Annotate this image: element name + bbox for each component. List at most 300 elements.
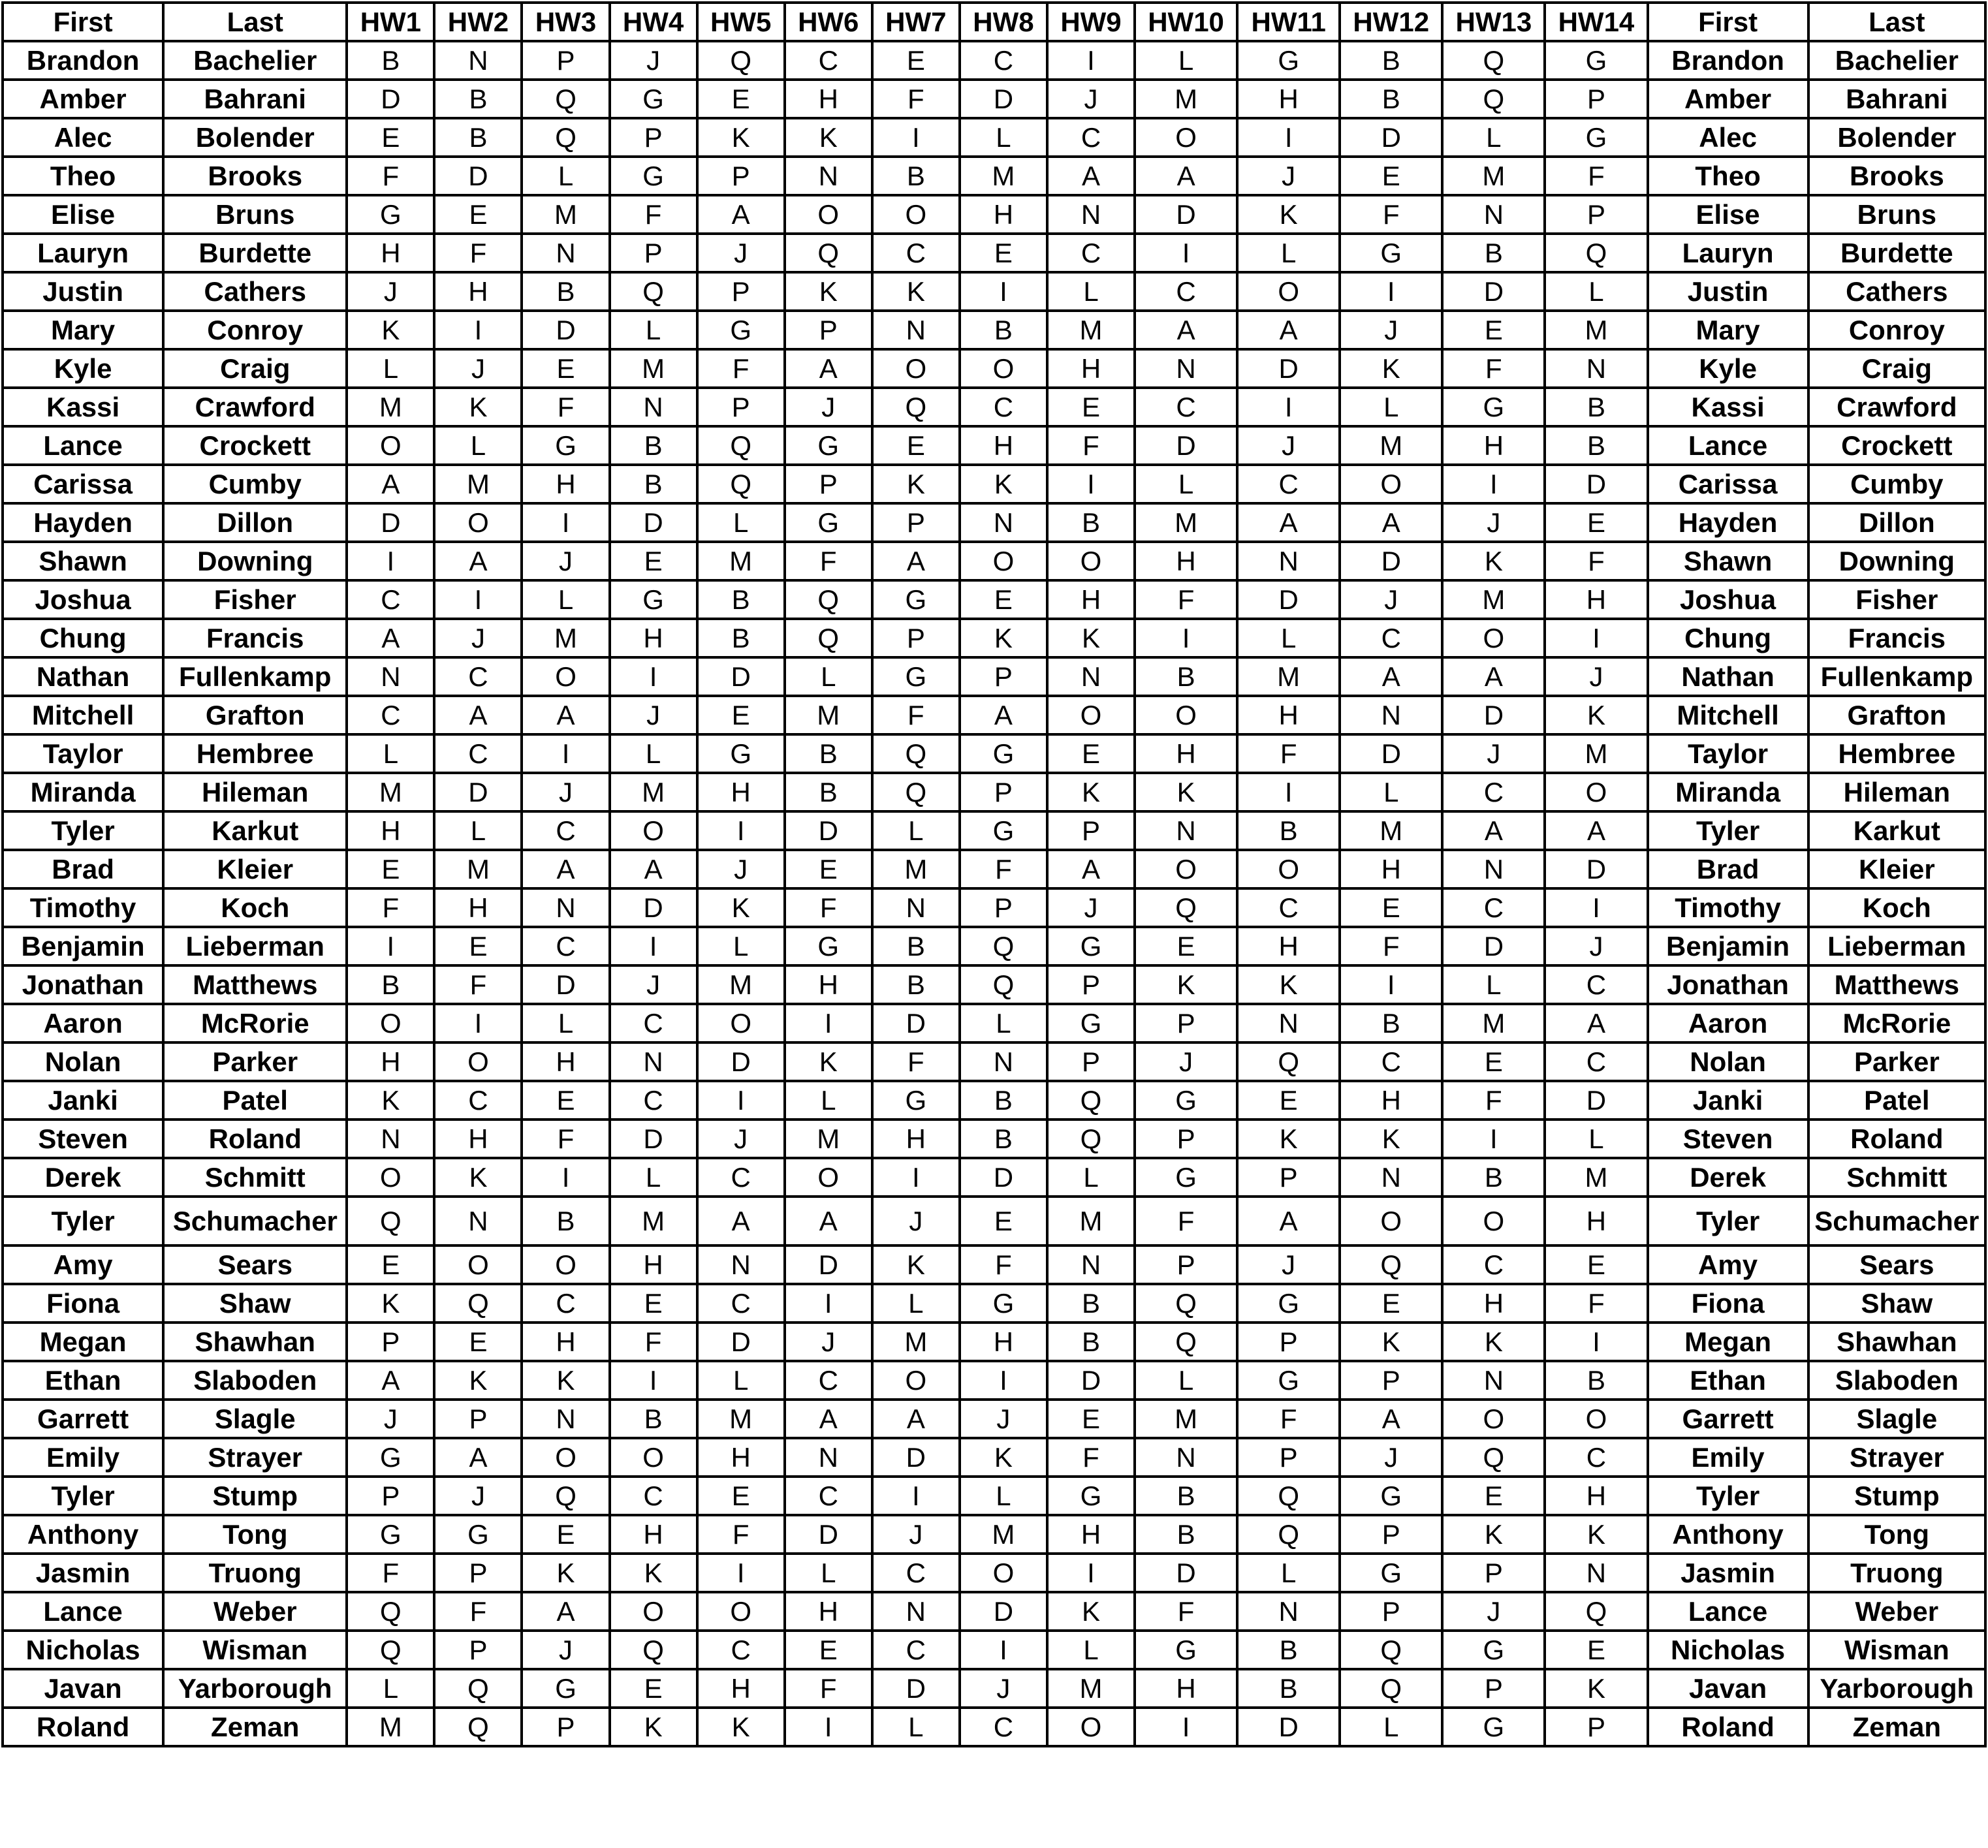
grade-cell: A <box>785 349 872 388</box>
grade-cell: F <box>1237 734 1340 773</box>
column-header: First <box>3 3 163 41</box>
last-name-cell: Parker <box>1808 1042 1985 1081</box>
first-name-cell: Nicholas <box>1648 1631 1808 1669</box>
grade-cell: E <box>697 80 785 118</box>
grade-cell: J <box>522 773 609 811</box>
last-name-cell: Hileman <box>1808 773 1985 811</box>
grade-cell: O <box>522 1438 609 1477</box>
last-name-cell: Parker <box>163 1042 347 1081</box>
grade-cell: G <box>872 1081 960 1120</box>
column-header: HW13 <box>1442 3 1545 41</box>
grade-cell: C <box>785 1477 872 1515</box>
grade-cell: I <box>347 927 434 965</box>
grade-cell: A <box>434 542 522 580</box>
grade-cell: P <box>697 388 785 426</box>
grade-cell: L <box>1135 41 1237 80</box>
grade-cell: L <box>610 1158 697 1197</box>
grade-cell: F <box>1047 426 1135 465</box>
table-row <box>3 1042 1985 1081</box>
grade-cell: D <box>785 1515 872 1554</box>
grade-cell: I <box>610 657 697 696</box>
grade-cell: B <box>785 734 872 773</box>
table-row <box>3 1245 1985 1284</box>
grade-cell: G <box>872 657 960 696</box>
first-name-cell: Brandon <box>1648 41 1808 80</box>
last-name-cell: Slaboden <box>163 1361 347 1400</box>
last-name-cell: Stump <box>163 1477 347 1515</box>
grade-cell: H <box>1237 696 1340 734</box>
last-name-cell: Koch <box>163 888 347 927</box>
grade-cell: A <box>347 619 434 657</box>
grade-cell: A <box>1237 311 1340 349</box>
grade-cell: L <box>522 1004 609 1042</box>
grade-cell: P <box>1135 1004 1237 1042</box>
grade-cell: C <box>1442 888 1545 927</box>
grade-cell: J <box>872 1515 960 1554</box>
last-name-cell: Sears <box>1808 1245 1985 1284</box>
grade-cell: O <box>960 349 1047 388</box>
grade-cell: H <box>697 773 785 811</box>
grade-cell: L <box>434 811 522 850</box>
grade-cell: K <box>522 1361 609 1400</box>
last-name-cell: Craig <box>163 349 347 388</box>
first-name-cell: Lauryn <box>1648 234 1808 272</box>
grade-cell: G <box>1135 1631 1237 1669</box>
grade-cell: J <box>1442 503 1545 542</box>
first-name-cell: Lauryn <box>3 234 163 272</box>
grade-cell: P <box>1442 1669 1545 1708</box>
grade-cell: Q <box>610 272 697 311</box>
first-name-cell: Chung <box>1648 619 1808 657</box>
first-name-cell: Jasmin <box>1648 1554 1808 1592</box>
grade-cell: O <box>960 542 1047 580</box>
grade-cell: O <box>610 1438 697 1477</box>
grade-cell: M <box>434 465 522 503</box>
grade-cell: G <box>1047 1004 1135 1042</box>
grade-cell: L <box>522 157 609 195</box>
grade-cell: F <box>697 1515 785 1554</box>
grade-cell: G <box>1442 1708 1545 1746</box>
grade-cell: D <box>1442 272 1545 311</box>
grade-cell: B <box>347 41 434 80</box>
grade-cell: F <box>872 696 960 734</box>
grade-cell: L <box>434 426 522 465</box>
last-name-cell: Grafton <box>163 696 347 734</box>
grade-cell: C <box>960 41 1047 80</box>
grade-cell: A <box>1545 1004 1647 1042</box>
grade-cell: B <box>697 580 785 619</box>
grade-cell: F <box>697 349 785 388</box>
grade-cell: O <box>1340 465 1442 503</box>
grade-cell: E <box>1340 157 1442 195</box>
grade-cell: G <box>785 927 872 965</box>
last-name-cell: Hileman <box>163 773 347 811</box>
table-row <box>3 965 1985 1004</box>
grade-cell: B <box>1237 811 1340 850</box>
grade-cell: Q <box>1237 1477 1340 1515</box>
grade-cell: G <box>1237 1284 1340 1323</box>
grade-cell: C <box>1545 965 1647 1004</box>
grade-cell: D <box>872 1004 960 1042</box>
first-name-cell: Steven <box>3 1120 163 1158</box>
first-name-cell: Elise <box>3 195 163 234</box>
last-name-cell: Schumacher <box>163 1197 347 1245</box>
grade-cell: C <box>1237 465 1340 503</box>
grade-cell: I <box>960 1361 1047 1400</box>
first-name-cell: Garrett <box>3 1400 163 1438</box>
column-header: HW9 <box>1047 3 1135 41</box>
grade-cell: A <box>697 195 785 234</box>
grade-cell: I <box>1340 965 1442 1004</box>
grade-cell: H <box>347 234 434 272</box>
grade-cell: J <box>610 41 697 80</box>
grade-cell: M <box>1047 311 1135 349</box>
grade-cell: L <box>785 657 872 696</box>
grade-cell: K <box>434 1361 522 1400</box>
grade-cell: O <box>1135 696 1237 734</box>
grade-cell: N <box>434 41 522 80</box>
grade-cell: M <box>1442 1004 1545 1042</box>
grade-cell: E <box>1545 503 1647 542</box>
column-header: HW2 <box>434 3 522 41</box>
column-header: HW6 <box>785 3 872 41</box>
grade-cell: G <box>785 426 872 465</box>
grade-cell: L <box>785 1554 872 1592</box>
grade-cell: P <box>960 773 1047 811</box>
grade-cell: E <box>960 1197 1047 1245</box>
grade-cell: B <box>610 465 697 503</box>
grade-cell: G <box>960 811 1047 850</box>
grade-cell: B <box>1545 426 1647 465</box>
first-name-cell: Emily <box>3 1438 163 1477</box>
grade-cell: E <box>1545 1631 1647 1669</box>
grade-cell: I <box>1047 41 1135 80</box>
grade-cell: M <box>960 157 1047 195</box>
last-name-cell: Cumby <box>163 465 347 503</box>
grade-cell: O <box>1340 1197 1442 1245</box>
first-name-cell: Anthony <box>1648 1515 1808 1554</box>
grade-cell: C <box>434 1081 522 1120</box>
grade-cell: E <box>1135 927 1237 965</box>
grade-cell: I <box>522 503 609 542</box>
grade-cell: A <box>1135 311 1237 349</box>
grade-cell: L <box>347 1669 434 1708</box>
grade-cell: A <box>1237 1197 1340 1245</box>
grade-cell: K <box>1340 1120 1442 1158</box>
first-name-cell: Joshua <box>1648 580 1808 619</box>
first-name-cell: Garrett <box>1648 1400 1808 1438</box>
grade-cell: P <box>522 41 609 80</box>
grade-cell: C <box>610 1477 697 1515</box>
grade-cell: E <box>1442 1042 1545 1081</box>
grade-cell: K <box>697 1708 785 1746</box>
last-name-cell: Lieberman <box>1808 927 1985 965</box>
table-row <box>3 657 1985 696</box>
last-name-cell: Francis <box>163 619 347 657</box>
table-row <box>3 41 1985 80</box>
grade-cell: N <box>347 1120 434 1158</box>
grade-cell: A <box>785 1400 872 1438</box>
grade-cell: G <box>1135 1081 1237 1120</box>
table-row <box>3 1708 1985 1746</box>
grade-cell: B <box>960 1120 1047 1158</box>
first-name-cell: Aaron <box>1648 1004 1808 1042</box>
grade-cell: E <box>347 118 434 157</box>
first-name-cell: Chung <box>3 619 163 657</box>
last-name-cell: McRorie <box>163 1004 347 1042</box>
grade-cell: D <box>872 1669 960 1708</box>
grade-cell: K <box>1135 773 1237 811</box>
grade-cell: Q <box>1442 80 1545 118</box>
last-name-cell: Dillon <box>163 503 347 542</box>
grade-cell: M <box>872 850 960 888</box>
grade-cell: P <box>522 1708 609 1746</box>
first-name-cell: Ethan <box>1648 1361 1808 1400</box>
grade-cell: M <box>1442 157 1545 195</box>
grade-cell: F <box>872 1042 960 1081</box>
grade-cell: G <box>434 1515 522 1554</box>
grade-cell: J <box>785 1323 872 1361</box>
last-name-cell: Tong <box>1808 1515 1985 1554</box>
grade-cell: P <box>610 234 697 272</box>
grade-cell: E <box>1047 1400 1135 1438</box>
last-name-cell: Wisman <box>163 1631 347 1669</box>
grade-cell: D <box>610 888 697 927</box>
first-name-cell: Derek <box>1648 1158 1808 1197</box>
grade-cell: Q <box>434 1284 522 1323</box>
last-name-cell: Brooks <box>1808 157 1985 195</box>
grade-cell: G <box>347 1438 434 1477</box>
grade-cell: J <box>1237 1245 1340 1284</box>
grade-cell: D <box>785 1245 872 1284</box>
grade-cell: K <box>1047 1592 1135 1631</box>
last-name-cell: Crawford <box>163 388 347 426</box>
grade-cell: Q <box>1237 1515 1340 1554</box>
first-name-cell: Aaron <box>3 1004 163 1042</box>
grade-cell: M <box>347 388 434 426</box>
grade-cell: E <box>434 195 522 234</box>
grade-cell: P <box>1047 965 1135 1004</box>
grade-cell: I <box>610 927 697 965</box>
table-row <box>3 734 1985 773</box>
table-row <box>3 503 1985 542</box>
grade-cell: K <box>960 465 1047 503</box>
grade-cell: B <box>960 1081 1047 1120</box>
last-name-cell: Bahrani <box>1808 80 1985 118</box>
last-name-cell: Kleier <box>1808 850 1985 888</box>
grade-cell: M <box>697 1400 785 1438</box>
table-row <box>3 234 1985 272</box>
last-name-cell: Bahrani <box>163 80 347 118</box>
grade-cell: D <box>347 503 434 542</box>
grade-cell: O <box>1237 272 1340 311</box>
grade-cell: J <box>1047 888 1135 927</box>
grade-cell: L <box>610 311 697 349</box>
grade-cell: P <box>1237 1323 1340 1361</box>
table-row <box>3 1197 1985 1245</box>
grade-cell: I <box>872 118 960 157</box>
grade-cell: A <box>1047 850 1135 888</box>
grade-cell: P <box>1237 1158 1340 1197</box>
grade-cell: H <box>1135 734 1237 773</box>
first-name-cell: Megan <box>3 1323 163 1361</box>
grade-cell: C <box>1047 118 1135 157</box>
grade-cell: I <box>1545 1323 1647 1361</box>
grade-cell: G <box>785 503 872 542</box>
grade-cell: B <box>610 426 697 465</box>
first-name-cell: Justin <box>1648 272 1808 311</box>
first-name-cell: Lance <box>1648 1592 1808 1631</box>
grade-cell: F <box>1545 1284 1647 1323</box>
first-name-cell: Hayden <box>1648 503 1808 542</box>
grade-cell: K <box>785 118 872 157</box>
grade-cell: H <box>1442 426 1545 465</box>
column-header: Last <box>163 3 347 41</box>
grade-cell: N <box>1340 1158 1442 1197</box>
last-name-cell: Burdette <box>163 234 347 272</box>
grade-cell: C <box>1545 1438 1647 1477</box>
grade-cell: F <box>1135 1197 1237 1245</box>
grade-cell: O <box>522 1245 609 1284</box>
grade-cell: H <box>610 1515 697 1554</box>
grade-cell: N <box>1237 1004 1340 1042</box>
first-name-cell: Miranda <box>1648 773 1808 811</box>
grade-cell: O <box>610 811 697 850</box>
grade-cell: O <box>434 1042 522 1081</box>
grade-cell: L <box>960 1004 1047 1042</box>
grade-cell: B <box>1135 1515 1237 1554</box>
last-name-cell: Zeman <box>1808 1708 1985 1746</box>
grade-cell: Q <box>1340 1631 1442 1669</box>
grade-cell: I <box>434 580 522 619</box>
grade-cell: J <box>1442 734 1545 773</box>
grade-cell: K <box>785 272 872 311</box>
last-name-cell: Kleier <box>163 850 347 888</box>
grade-cell: N <box>1545 1554 1647 1592</box>
grade-cell: Q <box>785 619 872 657</box>
grade-cell: J <box>1135 1042 1237 1081</box>
last-name-cell: Schumacher <box>1808 1197 1985 1245</box>
grade-cell: N <box>522 234 609 272</box>
last-name-cell: Cathers <box>1808 272 1985 311</box>
first-name-cell: Amy <box>3 1245 163 1284</box>
grade-cell: D <box>1442 696 1545 734</box>
grade-cell: C <box>960 388 1047 426</box>
grade-cell: I <box>960 1631 1047 1669</box>
first-name-cell: Megan <box>1648 1323 1808 1361</box>
grade-cell: D <box>1047 1361 1135 1400</box>
last-name-cell: Crockett <box>1808 426 1985 465</box>
grade-cell: A <box>610 850 697 888</box>
column-header: HW4 <box>610 3 697 41</box>
grade-cell: O <box>1442 1400 1545 1438</box>
grade-cell: K <box>960 619 1047 657</box>
first-name-cell: Hayden <box>3 503 163 542</box>
grade-cell: A <box>434 1438 522 1477</box>
grade-cell: C <box>1442 1245 1545 1284</box>
first-name-cell: Roland <box>1648 1708 1808 1746</box>
last-name-cell: Weber <box>1808 1592 1985 1631</box>
last-name-cell: Brooks <box>163 157 347 195</box>
grade-cell: Q <box>872 773 960 811</box>
grade-cell: K <box>872 1245 960 1284</box>
grade-cell: D <box>697 1042 785 1081</box>
grade-cell: B <box>610 1400 697 1438</box>
grade-cell: P <box>1545 195 1647 234</box>
grade-cell: J <box>1340 311 1442 349</box>
grade-cell: C <box>522 811 609 850</box>
grade-cell: Q <box>347 1197 434 1245</box>
grade-cell: F <box>960 1245 1047 1284</box>
grade-cell: B <box>872 965 960 1004</box>
grade-cell: O <box>785 1158 872 1197</box>
first-name-cell: Amber <box>1648 80 1808 118</box>
table-row <box>3 1284 1985 1323</box>
last-name-cell: Francis <box>1808 619 1985 657</box>
grade-cell: B <box>347 965 434 1004</box>
grade-cell: Q <box>697 465 785 503</box>
grade-cell: F <box>347 1554 434 1592</box>
grade-cell: E <box>1340 1284 1442 1323</box>
first-name-cell: Kassi <box>3 388 163 426</box>
grade-cell: N <box>785 157 872 195</box>
grade-cell: K <box>347 1284 434 1323</box>
table-row <box>3 1477 1985 1515</box>
table-row <box>3 1120 1985 1158</box>
grade-cell: I <box>1442 465 1545 503</box>
table-row <box>3 195 1985 234</box>
grade-cell: B <box>1135 657 1237 696</box>
grade-cell: F <box>434 965 522 1004</box>
grade-cell: J <box>347 272 434 311</box>
grade-cell: E <box>1047 388 1135 426</box>
grade-cell: M <box>347 1708 434 1746</box>
grade-cell: A <box>1135 157 1237 195</box>
grade-cell: Q <box>960 927 1047 965</box>
table-row <box>3 80 1985 118</box>
grade-cell: P <box>697 272 785 311</box>
last-name-cell: Wisman <box>1808 1631 1985 1669</box>
last-name-cell: Truong <box>163 1554 347 1592</box>
grade-cell: J <box>610 965 697 1004</box>
grade-cell: K <box>347 311 434 349</box>
grade-cell: E <box>610 1669 697 1708</box>
grade-cell: E <box>1340 888 1442 927</box>
last-name-cell: Conroy <box>163 311 347 349</box>
first-name-cell: Amy <box>1648 1245 1808 1284</box>
first-name-cell: Lance <box>3 1592 163 1631</box>
grade-cell: F <box>785 542 872 580</box>
grade-cell: K <box>1340 1323 1442 1361</box>
grade-cell: F <box>1442 349 1545 388</box>
grade-cell: L <box>872 1284 960 1323</box>
grade-cell: C <box>434 734 522 773</box>
grade-cell: O <box>1442 1197 1545 1245</box>
first-name-cell: Steven <box>1648 1120 1808 1158</box>
grade-cell: H <box>960 426 1047 465</box>
grade-cell: N <box>1135 349 1237 388</box>
grade-cell: P <box>1340 1592 1442 1631</box>
grade-cell: I <box>1545 619 1647 657</box>
grade-cell: Q <box>434 1669 522 1708</box>
grade-cell: P <box>960 657 1047 696</box>
last-name-cell: Patel <box>1808 1081 1985 1120</box>
grade-cell: Q <box>1442 1438 1545 1477</box>
first-name-cell: Kyle <box>3 349 163 388</box>
grade-cell: I <box>1047 465 1135 503</box>
last-name-cell: Bolender <box>163 118 347 157</box>
table-row <box>3 773 1985 811</box>
